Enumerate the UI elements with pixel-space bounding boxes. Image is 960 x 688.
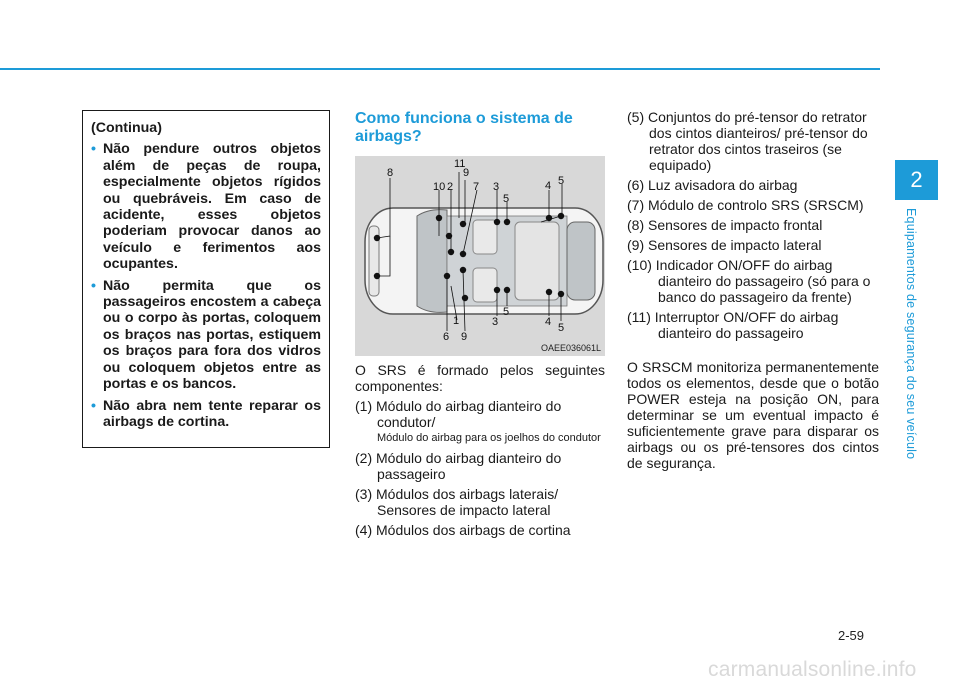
component-item: (1) Módulo do airbag dianteiro do condutor/ (355, 398, 562, 430)
bullet-icon: • (91, 277, 96, 294)
chapter-number-tab: 2 (895, 160, 938, 200)
front-seat (473, 268, 497, 302)
watermark: carmanualsonline.info (708, 658, 917, 681)
rear-seat (515, 222, 559, 300)
continued-label: (Continua) (91, 120, 162, 136)
callout-10: 10 (433, 181, 446, 193)
callout-7: 7 (473, 181, 480, 193)
component-item: (7) Módulo de controlo SRS (SRSCM) (627, 197, 864, 213)
warning-item (91, 278, 321, 393)
chapter-title-text: Equipamentos de segurança do seu veículo (904, 208, 918, 460)
callout-4: 4 (545, 316, 552, 328)
callout-6: 6 (443, 331, 450, 343)
callout-5: 5 (503, 306, 510, 318)
front-seat (473, 220, 497, 254)
car-topview-illustration (355, 156, 605, 356)
component-item: (2) Módulo do airbag dianteiro do passageiro (355, 450, 562, 482)
components-list-left (355, 362, 605, 542)
component-item: (6) Luz avisadora do airbag (627, 177, 798, 193)
callout-8: 8 (387, 167, 394, 179)
components-list-right (627, 109, 879, 481)
component-item: (4) Módulos dos airbags de cortina (355, 522, 571, 538)
rear-window (567, 222, 595, 300)
warning-list (91, 141, 321, 430)
callout-3: 3 (493, 181, 500, 193)
component-item: (3) Módulos dos airbags laterais/ Sensores de impacto lateral (355, 486, 559, 518)
component-item: (11) Interruptor ON/OFF do airbag dianteiro do passageiro (627, 309, 839, 341)
airbag-system-diagram (355, 156, 605, 356)
marker-dot (462, 295, 468, 301)
srscm-paragraph: O SRSCM monitoriza permanentemente todos os elementos, desde que o botão POWER esteja na posição ON, para determinar se um eventual impacto é suficientemente grave para disparar os airbags ou os pré-tensores dos cintos de segurança. (627, 359, 879, 471)
component-item: (10) Indicador ON/OFF do airbag dianteiro do passageiro (só para o banco do passageiro da frente) (627, 257, 871, 305)
warning-item (91, 141, 321, 272)
component-subitem: Módulo do airbag para os joelhos do condutor (377, 432, 601, 444)
header-rule (0, 68, 880, 70)
callout-1: 1 (453, 315, 460, 327)
callout-5: 5 (558, 322, 565, 334)
image-code: OAEE036061L (540, 343, 601, 353)
warning-text: Não pendure outros objetos além de peças de roupa, especialmente objetos rígidos ou quebráveis. Em caso de acidente, esses objetos poderiam provocar danos ao veículo e ferimentos aos ocupantes. (103, 141, 321, 273)
bullet-icon: • (91, 397, 96, 414)
page-number: 2-59 (838, 628, 865, 643)
callout-5: 5 (503, 193, 510, 205)
callout-3: 3 (492, 316, 499, 328)
callout-2: 2 (447, 181, 454, 193)
bullet-icon: • (91, 141, 96, 158)
warning-box (82, 110, 330, 448)
component-item: (9) Sensores de impacto lateral (627, 237, 822, 253)
callout-11: 11 (454, 158, 466, 170)
component-item: (8) Sensores de impacto frontal (627, 217, 823, 233)
callout-9: 9 (463, 167, 470, 179)
intro-text: O SRS é formado pelos seguintes componentes: (355, 362, 605, 394)
warning-text: Não abra nem tente reparar os airbags de cortina. (103, 397, 321, 430)
warning-item (91, 398, 321, 431)
section-title: Como funciona o sistema de airbags? (355, 110, 573, 145)
callout-4: 4 (545, 180, 552, 192)
callout-5: 5 (558, 175, 565, 187)
warning-text: Não permita que os passageiros encostem a cabeça ou o corpo às portas, coloquem os braços nas portas, estiquem os braços para fora dos vidros ou coloquem objetos entre as portas e os bancos. (103, 277, 321, 393)
component-item: (5) Conjuntos do pré-tensor do retrator dos cintos dianteiros/ pré-tensor do retrator dos cintos traseiros (se equipado) (627, 109, 868, 173)
windshield (417, 210, 447, 313)
callout-9: 9 (461, 331, 468, 343)
